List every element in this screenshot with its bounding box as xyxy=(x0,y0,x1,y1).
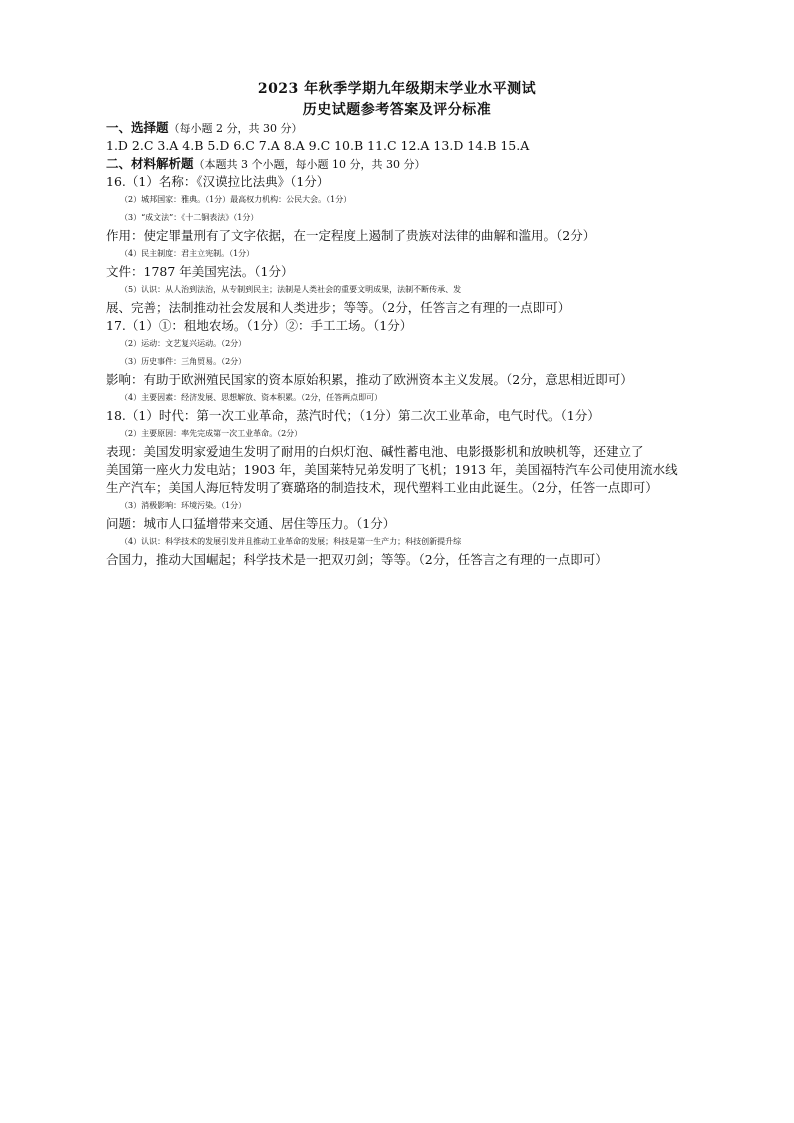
answer-line: 文件：1787 年美国宪法。（1分） xyxy=(106,264,294,279)
answer-line: 展、完善；法制推动社会发展和人类进步；等等。（2分，任答言之有理的一点即可） xyxy=(106,300,571,315)
answer-line: （4）主要因素：经济发展、思想解放、资本积累。（2分，任答两点即可） xyxy=(120,393,383,402)
answer-line: （2）运动：文艺复兴运动。（2分） xyxy=(120,339,247,348)
answer-line: 18.（1）时代：第一次工业革命，蒸汽时代；（1分）第二次工业革命，电气时代。（1分） xyxy=(106,408,600,423)
section1-note: （每小题 2 分，共 30 分） xyxy=(168,122,303,135)
multiple-choice-answers: 1.D 2.C 3.A 4.B 5.D 6.C 7.A 8.A 9.C 10.B 11.C 12.A 13.D 14.B 15.A xyxy=(106,138,530,153)
answer-line: 问题：城市人口猛增带来交通、居住等压力。（1分） xyxy=(106,516,396,531)
answer-line: （5）认识：从人治到法治，从专制到民主；法制是人类社会的重要文明成果，法制不断传承、发 xyxy=(120,285,462,294)
section2-note: （本题共 3 个小题，每小题 10 分，共 30 分） xyxy=(193,158,426,171)
section1-heading: 一、选择题 xyxy=(106,120,169,135)
answer-line: （3）“成文法”：《十二铜表法》（1分） xyxy=(120,213,259,222)
answer-line: 美国第一座火力发电站；1903 年，美国莱特兄弟发明了飞机；1913 年，美国福特汽车公司使用流水线 xyxy=(106,462,678,477)
answer-line: 合国力，推动大国崛起；科学技术是一把双刃剑；等等。（2分，任答言之有理的一点即可） xyxy=(106,552,608,567)
answer-line: 生产汽车；美国人海厄特发明了赛璐珞的制造技术，现代塑料工业由此诞生。（2分，任答一点即可） xyxy=(106,480,658,495)
document-subtitle: 历史试题参考答案及评分标准 xyxy=(302,102,492,118)
answer-line: 影响：有助于欧洲殖民国家的资本原始积累，推动了欧洲资本主义发展。（2分，意思相近即可） xyxy=(106,372,633,387)
section1-heading-line xyxy=(106,119,706,138)
section2-heading-line xyxy=(106,155,706,174)
answer-line: （2）主要原因：率先完成第一次工业革命。（2分） xyxy=(120,429,303,438)
answer-line: 表现：美国发明家爱迪生发明了耐用的白炽灯泡、碱性蓄电池、电影摄影机和放映机等，还建立了 xyxy=(106,444,644,459)
answer-line: （2）城邦国家：雅典。（1分）最高权力机构：公民大会。（1分） xyxy=(120,195,352,204)
answer-line: 16.（1）名称：《汉谟拉比法典》（1分） xyxy=(106,174,330,189)
answer-line: 作用：使定罪量刑有了文字依据，在一定程度上遏制了贵族对法律的曲解和滥用。（2分） xyxy=(106,228,596,243)
answer-line: （3）消极影响：环境污染。（1分） xyxy=(120,501,247,510)
answer-line: （4）认识：科学技术的发展引发并且推动工业革命的发展；科技是第一生产力；科技创新提升综 xyxy=(120,537,462,546)
document-title: 2023 年秋季学期九年级期末学业水平测试 xyxy=(257,81,537,97)
answer-line: （4）民主制度：君主立宪制。（1分） xyxy=(120,249,255,258)
section2-heading: 二、材料解析题 xyxy=(106,156,194,171)
answer-line: 17.（1）①：租地农场。（1分）②：手工工场。（1分） xyxy=(106,318,413,333)
answer-line: （3）历史事件：三角贸易。（2分） xyxy=(120,357,247,366)
